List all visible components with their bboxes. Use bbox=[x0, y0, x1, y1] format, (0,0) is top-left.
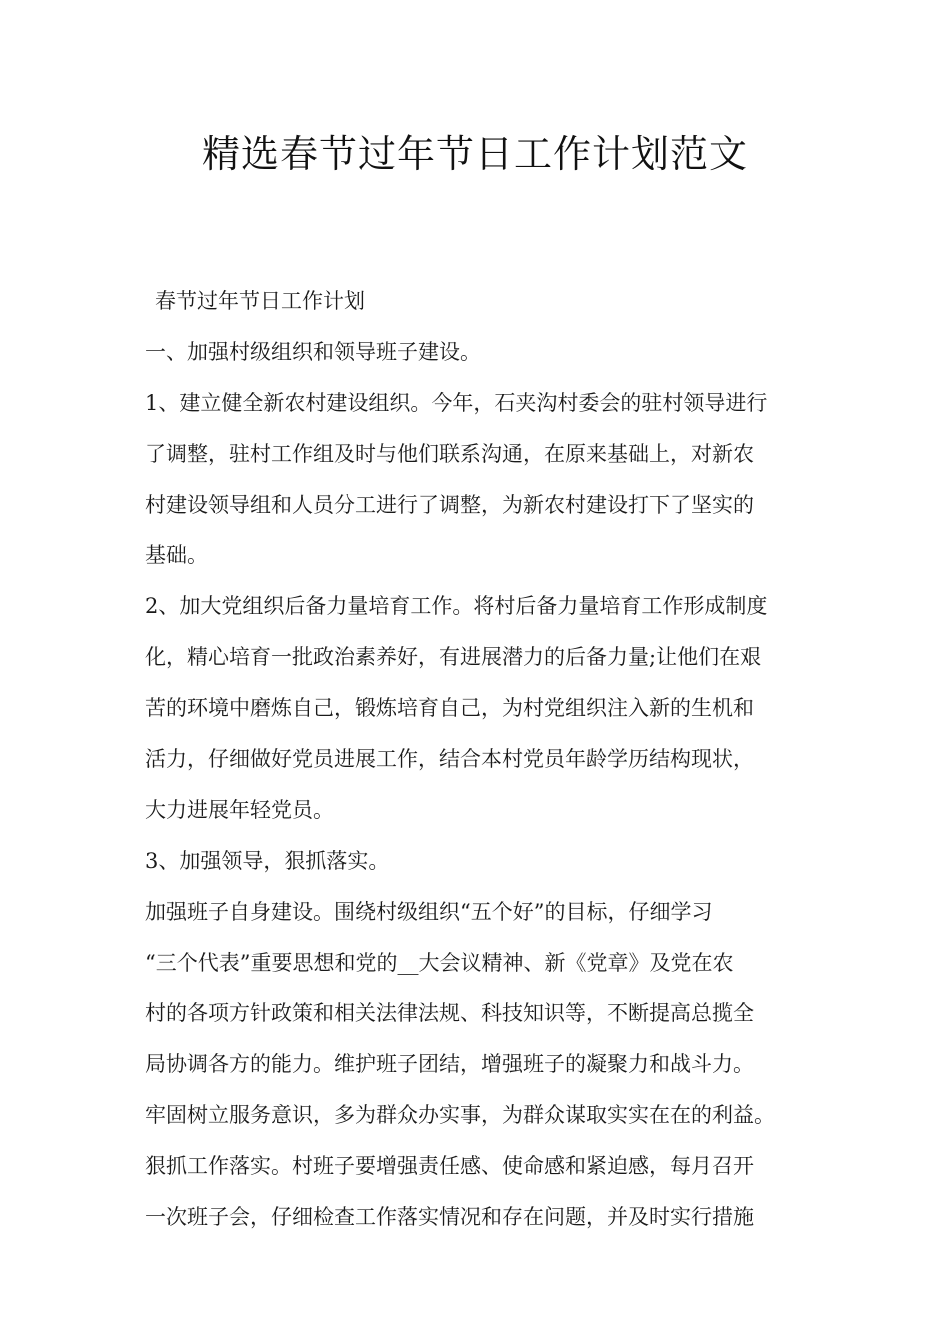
document-title: 精选春节过年节日工作计划范文 bbox=[201, 132, 748, 176]
section-heading: 春节过年节日工作计划 bbox=[155, 289, 365, 313]
paragraph-line: 狠抓工作落实。村班子要增强责任感、使命感和紧迫感，每月召开 bbox=[145, 1154, 754, 1179]
document-body bbox=[145, 280, 825, 1247]
paragraph-line: 了调整，驻村工作组及时与他们联系沟通，在原来基础上，对新农 bbox=[145, 441, 754, 466]
paragraph-line: 加强班子自身建设。围绕村级组织“五个好”的目标，仔细学习 bbox=[145, 899, 713, 924]
paragraph-line: 基础。 bbox=[145, 543, 208, 568]
paragraph-line: 村建设领导组和人员分工进行了调整，为新农村建设打下了坚实的 bbox=[145, 492, 754, 517]
paragraph-line: 大力进展年轻党员。 bbox=[145, 797, 334, 822]
paragraph-line: “三个代表”重要思想和党的__大会议精神、新《党章》及党在农 bbox=[145, 950, 734, 975]
paragraph-line: 牢固树立服务意识，多为群众办实事，为群众谋取实实在在的利益。 bbox=[145, 1103, 775, 1128]
paragraph-line: 1、建立健全新农村建设组织。今年，石夹沟村委会的驻村领导进行 bbox=[145, 390, 768, 415]
paragraph-line: 村的各项方针政策和相关法律法规、科技知识等，不断提高总揽全 bbox=[145, 1001, 754, 1026]
paragraph-line: 化，精心培育一批政治素养好，有进展潜力的后备力量;让他们在艰 bbox=[145, 645, 762, 670]
paragraph-line: 局协调各方的能力。维护班子团结，增强班子的凝聚力和战斗力。 bbox=[145, 1052, 754, 1077]
paragraph-line: 2、加大党组织后备力量培育工作。将村后备力量培育工作形成制度 bbox=[145, 594, 768, 619]
paragraph-line: 一次班子会，仔细检查工作落实情况和存在问题，并及时实行措施 bbox=[145, 1205, 754, 1230]
paragraph-line: 活力，仔细做好党员进展工作，结合本村党员年龄学历结构现状， bbox=[145, 747, 754, 772]
paragraph-line: 苦的环境中磨炼自己，锻炼培育自己，为村党组织注入新的生机和 bbox=[145, 696, 754, 721]
paragraph-line: 3、加强领导，狠抓落实。 bbox=[145, 848, 390, 873]
paragraph-line: 一、加强村级组织和领导班子建设。 bbox=[145, 339, 481, 364]
